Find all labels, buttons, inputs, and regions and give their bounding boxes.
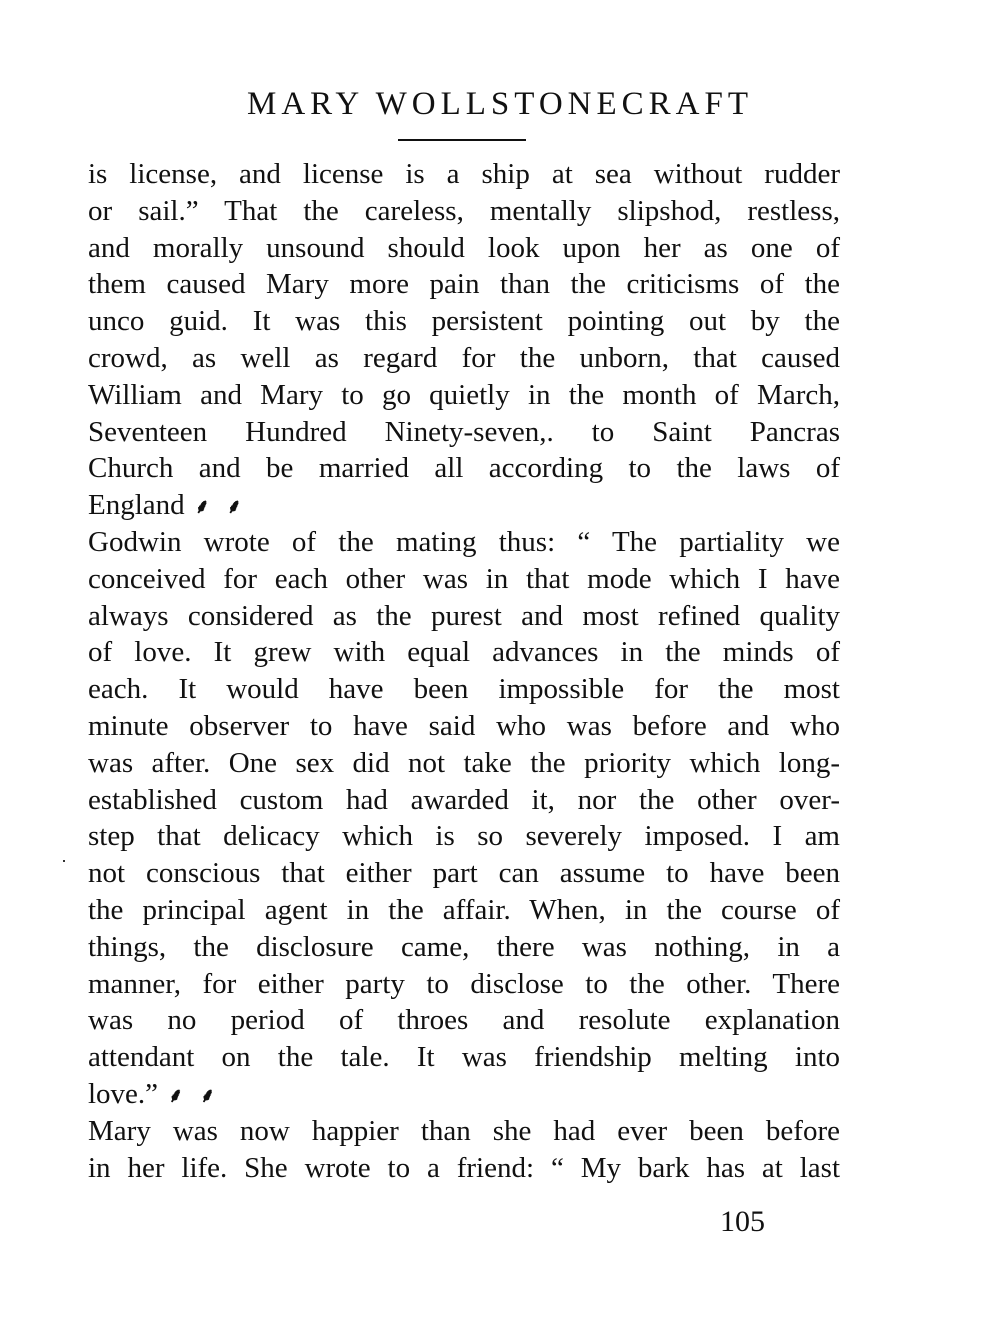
text-line: not conscious that either part can assume to have been [88, 857, 840, 890]
body-text [88, 156, 840, 1186]
text-line-content: love.” [88, 1077, 159, 1110]
text-line: Godwin wrote of the mating thus: “ The partiality we [88, 525, 840, 558]
text-line: manner, for either party to disclose to the other. There [88, 967, 840, 1000]
text-line-content: England [88, 489, 185, 522]
text-line: minute observer to have said who was before and who [88, 709, 840, 742]
text-line: each. It would have been impossible for the most [88, 673, 840, 706]
text-line: is license, and license is a ship at sea without rudder [88, 158, 840, 190]
text-line: in her life. She wrote to a friend: “ My bark has at last [88, 1151, 840, 1184]
paragraph-ornament-icon: ⸙ ⸙ [168, 1084, 222, 1107]
text-line: and morally unsound should look upon her as one of [88, 231, 840, 264]
header-rule [398, 139, 526, 141]
text-line: crowd, as well as regard for the unborn, that caused [88, 341, 840, 374]
text-line: unco guid. It was this persistent pointing out by the [88, 305, 840, 338]
stray-ink-mark [63, 860, 65, 862]
paragraph-end-line [88, 487, 840, 524]
text-line: attendant on the tale. It was friendship melting into [88, 1041, 840, 1074]
text-line: always considered as the purest and most refined quality [88, 599, 840, 632]
text-line: them caused Mary more pain than the criticisms of the [88, 268, 840, 301]
text-line: step that delicacy which is so severely imposed. I am [88, 820, 840, 853]
text-line: things, the disclosure came, there was nothing, in a [88, 930, 840, 963]
paragraph-end-line [88, 1076, 840, 1113]
text-line: Church and be married all according to the laws of [88, 452, 840, 485]
text-line: was no period of throes and resolute explanation [88, 1004, 840, 1037]
text-line: was after. One sex did not take the priority which long- [88, 746, 840, 779]
running-head: MARY WOLLSTONECRAFT [246, 86, 754, 122]
text-line: conceived for each other was in that mode which I have [88, 562, 840, 595]
text-line: Seventeen Hundred Ninety-seven,. to Saint Pancras [88, 415, 840, 448]
text-line: or sail.” That the careless, mentally slipshod, restless, [88, 194, 840, 227]
text-line: Mary was now happier than she had ever been before [88, 1114, 840, 1147]
text-line: William and Mary to go quietly in the month of March, [88, 378, 840, 411]
paragraph-ornament-icon: ⸙ ⸙ [194, 496, 248, 519]
text-line: established custom had awarded it, nor the other over- [88, 783, 840, 816]
text-line: the principal agent in the affair. When, in the course of [88, 893, 840, 926]
text-line: of love. It grew with equal advances in the minds of [88, 636, 840, 669]
page-number: 105 [720, 1205, 765, 1238]
